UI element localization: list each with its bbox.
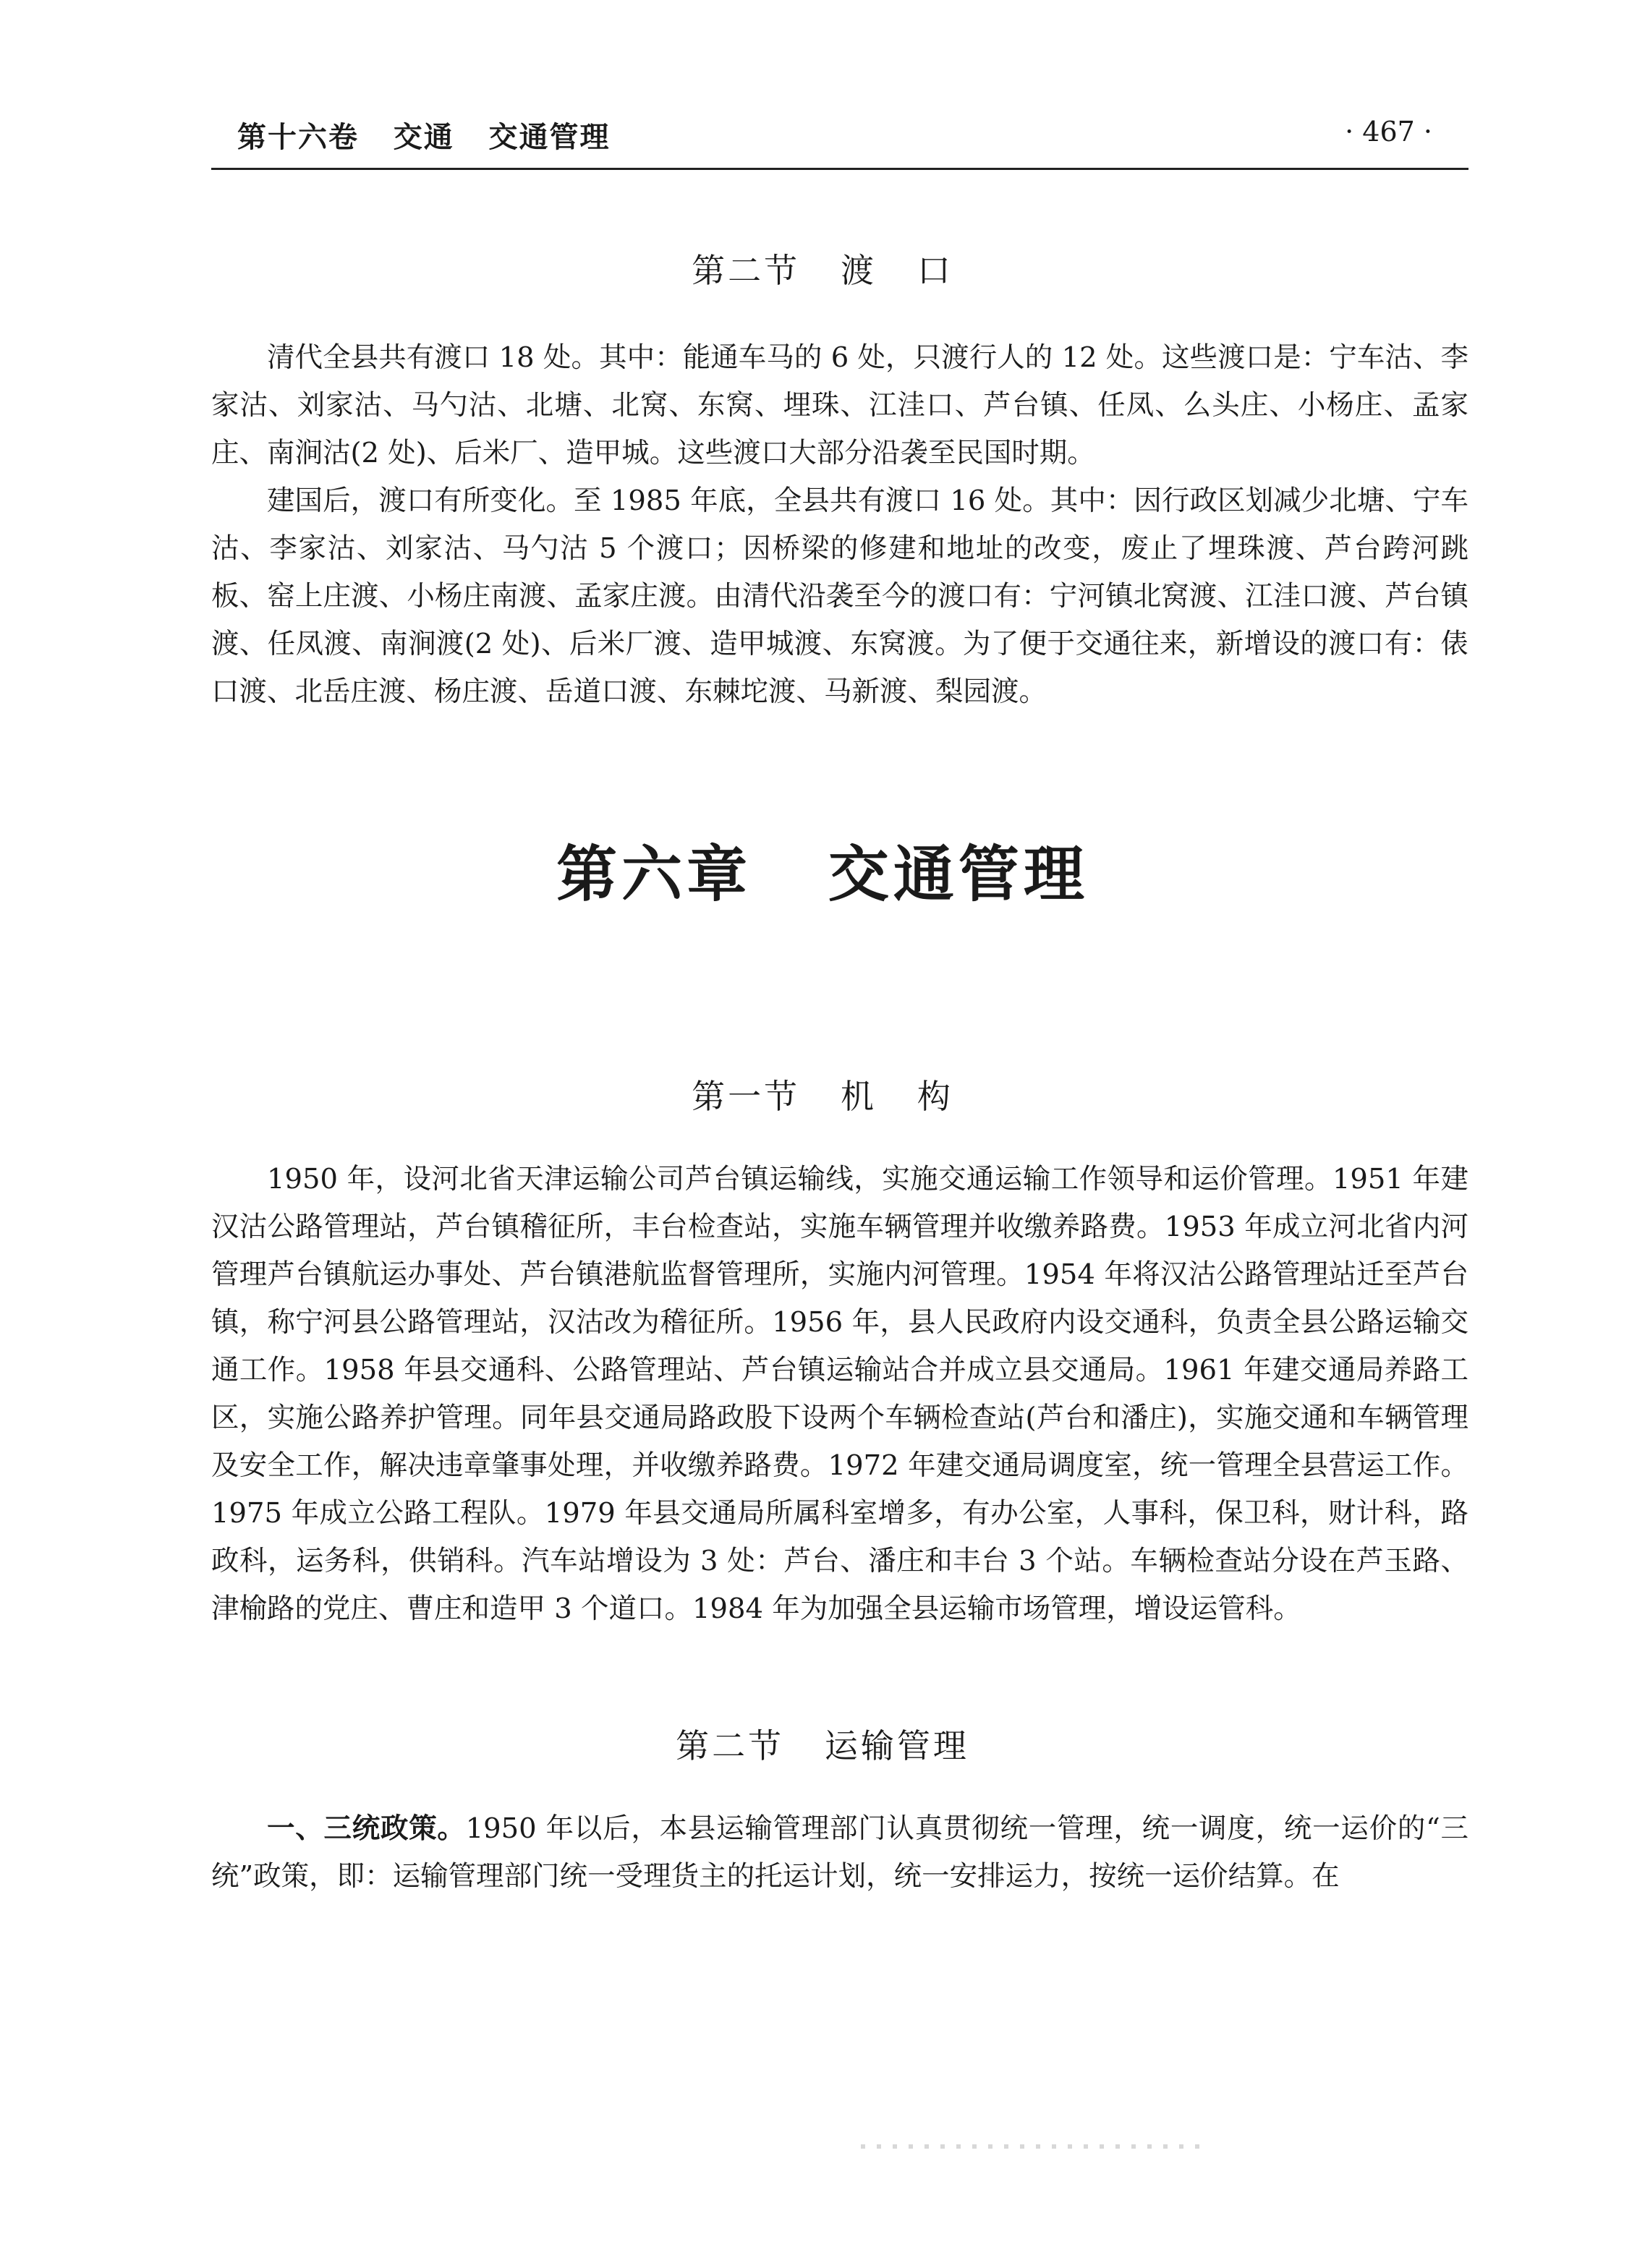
section-title-agency: 第一节 机 构 — [692, 1077, 953, 1116]
paragraph-three-unified-policy — [211, 1805, 1468, 1901]
header-rule — [211, 168, 1468, 170]
section-title-transport: 第二节 运输管理 — [676, 1726, 969, 1765]
page-number: · 467 · — [1345, 116, 1432, 148]
paragraph-ferry-modern: 建国后，渡口有所变化。至 1985 年底，全县共有渡口 16 处。其中：因行政区划减少北塘、宁车沽、李家沽、刘家沽、马勺沽 5 个渡口；因桥梁的修建和地址的改变，废止了埋珠渡、芦台跨河跳板、窑上庄渡、小杨庄南渡、孟家庄渡。由清代沿袭至今的渡口有：宁河镇北窝渡、江洼口渡、芦台镇渡、任凤渡、南涧渡(2 处)、后米厂渡、造甲城渡、东窝渡。为了便于交通往来，新增设的渡口有：俵口渡、北岳庄渡、杨庄渡、岳道口渡、东棘坨渡、马新渡、梨园渡。 — [211, 485, 1468, 708]
paragraph-ferry-qing: 清代全县共有渡口 18 处。其中：能通车马的 6 处，只渡行人的 12 处。这些渡口是：宁车沽、李家沽、刘家沽、马勺沽、北塘、北窝、东窝、埋珠、江洼口、芦台镇、任凤、么头庄、小杨庄、孟家庄、南涧沽(2 处)、后米厂、造甲城。这些渡口大部分沿袭至民国时期。 — [211, 341, 1468, 469]
item-lead-three-unified: 一、三统政策。 — [267, 1812, 466, 1845]
chapter-title: 第六章 交通管理 — [556, 839, 1089, 910]
section-title-ferry: 第二节 渡 口 — [692, 251, 953, 290]
scan-artifact — [861, 2144, 1208, 2149]
running-title: 第十六卷 交通 交通管理 — [237, 121, 611, 154]
paragraph-agency-history: 1950 年，设河北省天津运输公司芦台镇运输线，实施交通运输工作领导和运价管理。1951 年建汉沽公路管理站，芦台镇稽征所，丰台检查站，实施车辆管理并收缴养路费。1953 年成立河北省内河管理芦台镇航运办事处、芦台镇港航监督管理所，实施内河管理。1954 年将汉沽公路管理站迁至芦台镇，称宁河县公路管理站，汉沽改为稽征所。1956 年，县人民政府内设交通科，负责全县公路运输交通工作。1958 年县交通科、公路管理站、芦台镇运输站合并成立县交通局。1961 年建交通局养路工区，实施公路养护管理。同年县交通局路政股下设两个车辆检查站(芦台和潘庄)，实施交通和车辆管理及安全工作，解决违章肇事处理，并收缴养路费。1972 年建交通局调度室，统一管理全县营运工作。1975 年成立公路工程队。1979 年县交通局所属科室增多，有办公室，人事科，保卫科，财计科，路政科，运务科，供销科。汽车站增设为 3 处：芦台、潘庄和丰台 3 个站。车辆检查站分设在芦玉路、津榆路的党庄、曹庄和造甲 3 个道口。1984 年为加强全县运输市场管理，增设运管科。 — [211, 1163, 1468, 1625]
running-header — [211, 114, 1468, 158]
item-text-three-unified: 1950 年以后，本县运输管理部门认真贯彻统一管理，统一调度，统一运价的“三统”政策，即：运输管理部门统一受理货主的托运计划，统一安排运力，按统一运价结算。在 — [211, 1812, 1468, 1893]
